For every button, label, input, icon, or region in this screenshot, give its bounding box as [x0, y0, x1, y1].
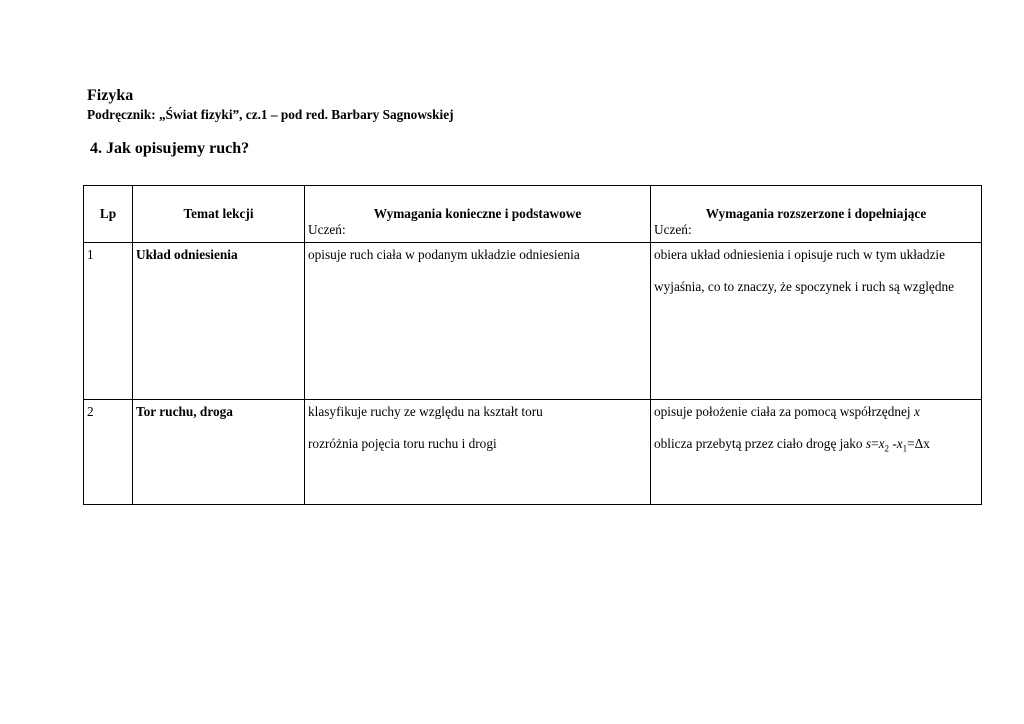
- basic-requirement-item: opisuje ruch ciała w podanym układzie odniesienia: [308, 247, 580, 262]
- header-topic-label: Temat lekcji: [183, 206, 254, 221]
- textbook-reference: Podręcznik: „Świat fizyki”, cz.1 – pod red. Barbary Sagnowskiej: [87, 107, 454, 122]
- formula-minus: -: [889, 436, 897, 451]
- formula-tail: =Δx: [907, 436, 930, 451]
- header-lp-label: Lp: [99, 206, 117, 221]
- cell-topic: Tor ruchu, droga: [133, 400, 305, 505]
- subject-title: Fizyka: [87, 87, 134, 104]
- formula-eq: =: [871, 436, 879, 451]
- cell-basic: [305, 400, 651, 505]
- cell-extended: [651, 400, 982, 505]
- coordinate-variable: x: [913, 404, 920, 419]
- cell-topic: Układ odniesienia: [133, 243, 305, 400]
- header-extended-label: Wymagania rozszerzone i dopełniające: [705, 206, 927, 221]
- formula-sub1: 1: [902, 443, 908, 454]
- basic-requirement-item: rozróżnia pojęcia toru ruchu i drogi: [308, 436, 497, 451]
- cell-lp: 2: [84, 400, 133, 505]
- formula-x2: x: [878, 436, 885, 451]
- table-header-row: [84, 186, 982, 243]
- extended-requirement-item: wyjaśnia, co to znaczy, że spoczynek i ruch są względne: [654, 279, 955, 294]
- basic-requirement-item: klasyfikuje ruchy ze względu na kształt toru: [308, 404, 543, 419]
- requirements-table: [83, 185, 982, 505]
- header-basic-label: Wymagania konieczne i podstawowe: [373, 206, 582, 221]
- formula-sub2: 2: [884, 443, 889, 454]
- chapter-title: 4. Jak opisujemy ruch?: [90, 140, 250, 157]
- cell-extended: [651, 243, 982, 400]
- formula-s: s: [865, 436, 872, 451]
- cell-basic: [305, 243, 651, 400]
- header-basic-sub: Uczeń:: [308, 222, 346, 237]
- table-row: [84, 243, 982, 400]
- header-topic: [133, 186, 305, 243]
- header-lp: [84, 186, 133, 243]
- extended-requirement-item: [654, 404, 978, 420]
- header-extended-sub: Uczeń:: [654, 222, 692, 237]
- extended-requirement-item: obiera układ odniesienia i opisuje ruch w tym układzie: [654, 247, 945, 262]
- formula-x1: x: [896, 436, 903, 451]
- item-text: opisuje położenie ciała za pomocą współrzędnej: [654, 404, 914, 419]
- item-text: oblicza przebytą przez ciało drogę jako: [654, 436, 866, 451]
- cell-lp: 1: [84, 243, 133, 400]
- header-extended-requirements: [651, 186, 982, 243]
- header-basic-requirements: [305, 186, 651, 243]
- extended-requirement-item: [654, 436, 978, 457]
- table-row: [84, 400, 982, 505]
